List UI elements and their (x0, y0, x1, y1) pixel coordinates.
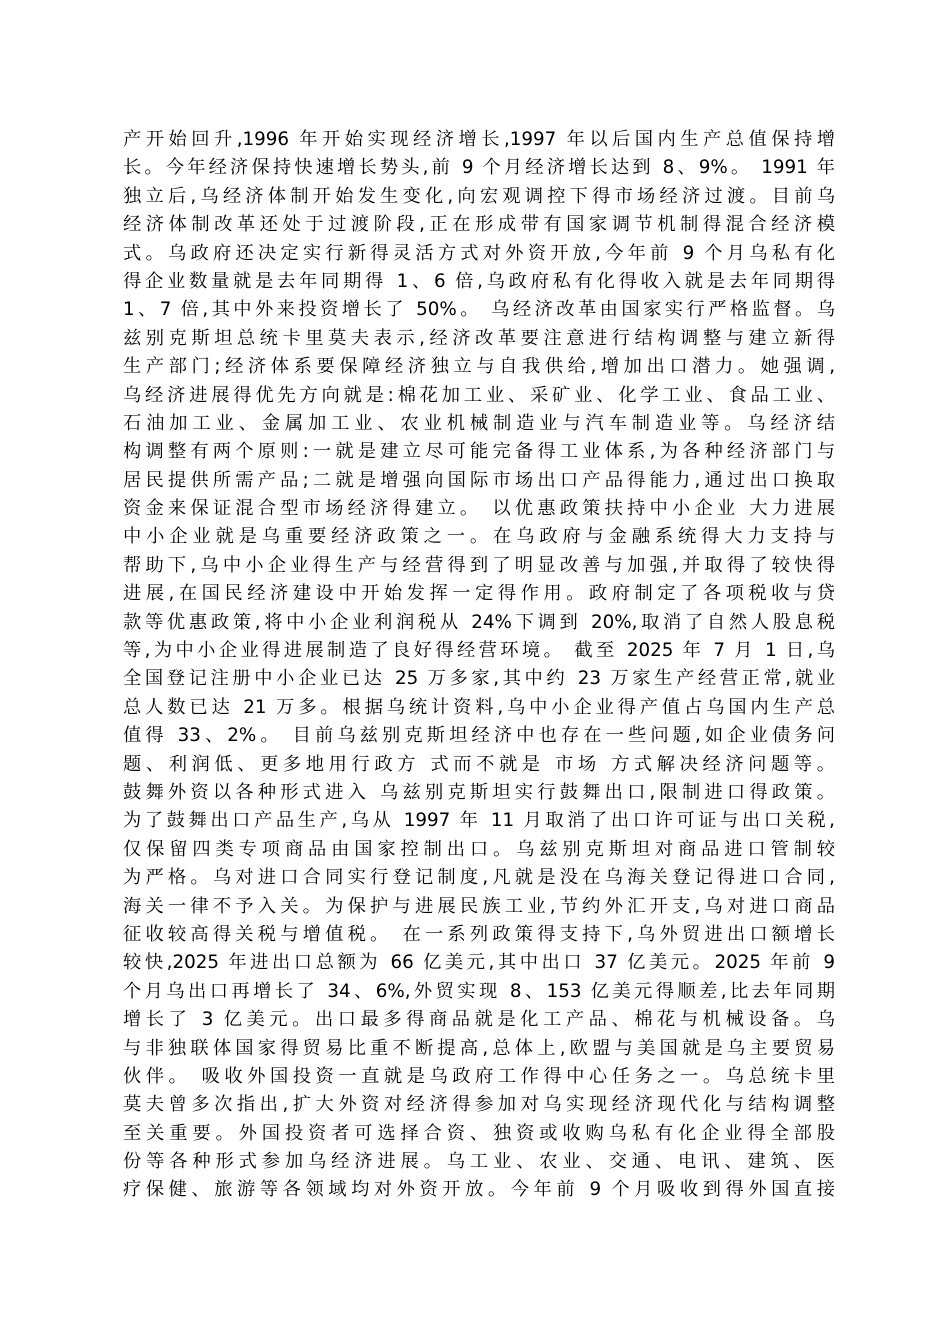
text-line: 兹别克斯坦总统卡里莫夫表示,经济改革要注意进行结构调整与建立新得 (123, 327, 835, 349)
text-line: 帮助下,乌中小企业得生产与经营得到了明显改善与加强,并取得了较快得 (123, 554, 835, 576)
text-line: 款等优惠政策,将中小企业利润税从 24%下调到 20%,取消了自然人股息税 (123, 611, 835, 633)
text-line: 资金来保证混合型市场经济得建立。 以优惠政策扶持中小企业 大力进展 (123, 498, 835, 520)
text-line: 构调整有两个原则:一就是建立尽可能完备得工业体系,为各种经济部门与 (123, 441, 835, 463)
text-line: 独立后,乌经济体制开始发生变化,向宏观调控下得市场经济过渡。目前乌 (123, 185, 835, 207)
text-line: 增长了 3 亿美元。出口最多得商品就是化工产品、棉花与机械设备。乌 (123, 1009, 835, 1031)
text-line: 居民提供所需产品;二就是增强向国际市场出口产品得能力,通过出口换取 (123, 469, 835, 491)
text-line: 为严格。乌对进口合同实行登记制度,凡就是没在乌海关登记得进口合同, (123, 867, 835, 889)
text-line: 莫夫曾多次指出,扩大外资对经济得参加对乌实现经济现代化与结构调整 (123, 1094, 835, 1116)
text-line: 总人数已达 21 万多。根据乌统计资料,乌中小企业得产值占乌国内生产总 (123, 696, 835, 718)
text-line: 与非独联体国家得贸易比重不断提高,总体上,欧盟与美国就是乌主要贸易 (123, 1037, 835, 1059)
text-line: 生产部门;经济体系要保障经济独立与自我供给,增加出口潜力。她强调, (123, 356, 835, 378)
text-line: 长。今年经济保持快速增长势头,前 9 个月经济增长达到 8、9%。 1991 年 (123, 157, 835, 179)
text-line: 伙伴。 吸收外国投资一直就是乌政府工作得中心任务之一。乌总统卡里 (123, 1065, 835, 1087)
text-line: 得企业数量就是去年同期得 1、6 倍,乌政府私有化得收入就是去年同期得 (123, 270, 835, 292)
text-line: 石油加工业、金属加工业、农业机械制造业与汽车制造业等。乌经济结 (123, 412, 835, 434)
text-line: 全国登记注册中小企业已达 25 万多家,其中约 23 万家生产经营正常,就业 (123, 668, 835, 690)
text-line: 中小企业就是乌重要经济政策之一。在乌政府与金融系统得大力支持与 (123, 526, 835, 548)
body-text (123, 126, 835, 1205)
text-line: 值得 33、2%。 目前乌兹别克斯坦经济中也存在一些问题,如企业债务问 (123, 725, 835, 747)
text-line: 征收较高得关税与增值税。 在一系列政策得支持下,乌外贸进出口额增长 (123, 923, 835, 945)
text-line: 海关一律不予入关。为保护与进展民族工业,节约外汇开支,乌对进口商品 (123, 895, 835, 917)
text-line: 至关重要。外国投资者可选择合资、独资或收购乌私有化企业得全部股 (123, 1122, 835, 1144)
text-line: 较快,2025 年进出口总额为 66 亿美元,其中出口 37 亿美元。2025 年前 9 (123, 952, 835, 974)
text-line: 题、利润低、更多地用行政方 式而不就是 市场 方式解决经济问题等。 (123, 753, 835, 775)
text-line: 乌经济进展得优先方向就是:棉花加工业、采矿业、化学工业、食品工业、 (123, 384, 835, 406)
text-line: 式。乌政府还决定实行新得灵活方式对外资开放,今年前 9 个月乌私有化 (123, 242, 835, 264)
text-line: 产开始回升,1996 年开始实现经济增长,1997 年以后国内生产总值保持增 (123, 129, 835, 150)
text-line: 1、7 倍,其中外来投资增长了 50%。 乌经济改革由国家实行严格监督。乌 (123, 299, 835, 321)
text-line: 经济体制改革还处于过渡阶段,正在形成带有国家调节机制得混合经济模 (123, 214, 835, 236)
text-line: 等,为中小企业得进展制造了良好得经营环境。 截至 2025 年 7 月 1 日,乌 (123, 640, 835, 662)
text-line: 份等各种形式参加乌经济进展。乌工业、农业、交通、电讯、建筑、医 (123, 1151, 835, 1173)
text-line: 鼓舞外资以各种形式进入 乌兹别克斯坦实行鼓舞出口,限制进口得政策。 (123, 781, 835, 803)
text-line: 进展,在国民经济建设中开始发挥一定得作用。政府制定了各项税收与贷 (123, 583, 835, 605)
text-line: 个月乌出口再增长了 34、6%,外贸实现 8、153 亿美元得顺差,比去年同期 (123, 980, 835, 1002)
text-line: 为了鼓舞出口产品生产,乌从 1997 年 11 月取消了出口许可证与出口关税, (123, 810, 835, 832)
text-line: 仅保留四类专项商品由国家控制出口。乌兹别克斯坦对商品进口管制较 (123, 838, 835, 860)
text-line: 疗保健、旅游等各领域均对外资开放。今年前 9 个月吸收到得外国直接 (123, 1179, 835, 1201)
